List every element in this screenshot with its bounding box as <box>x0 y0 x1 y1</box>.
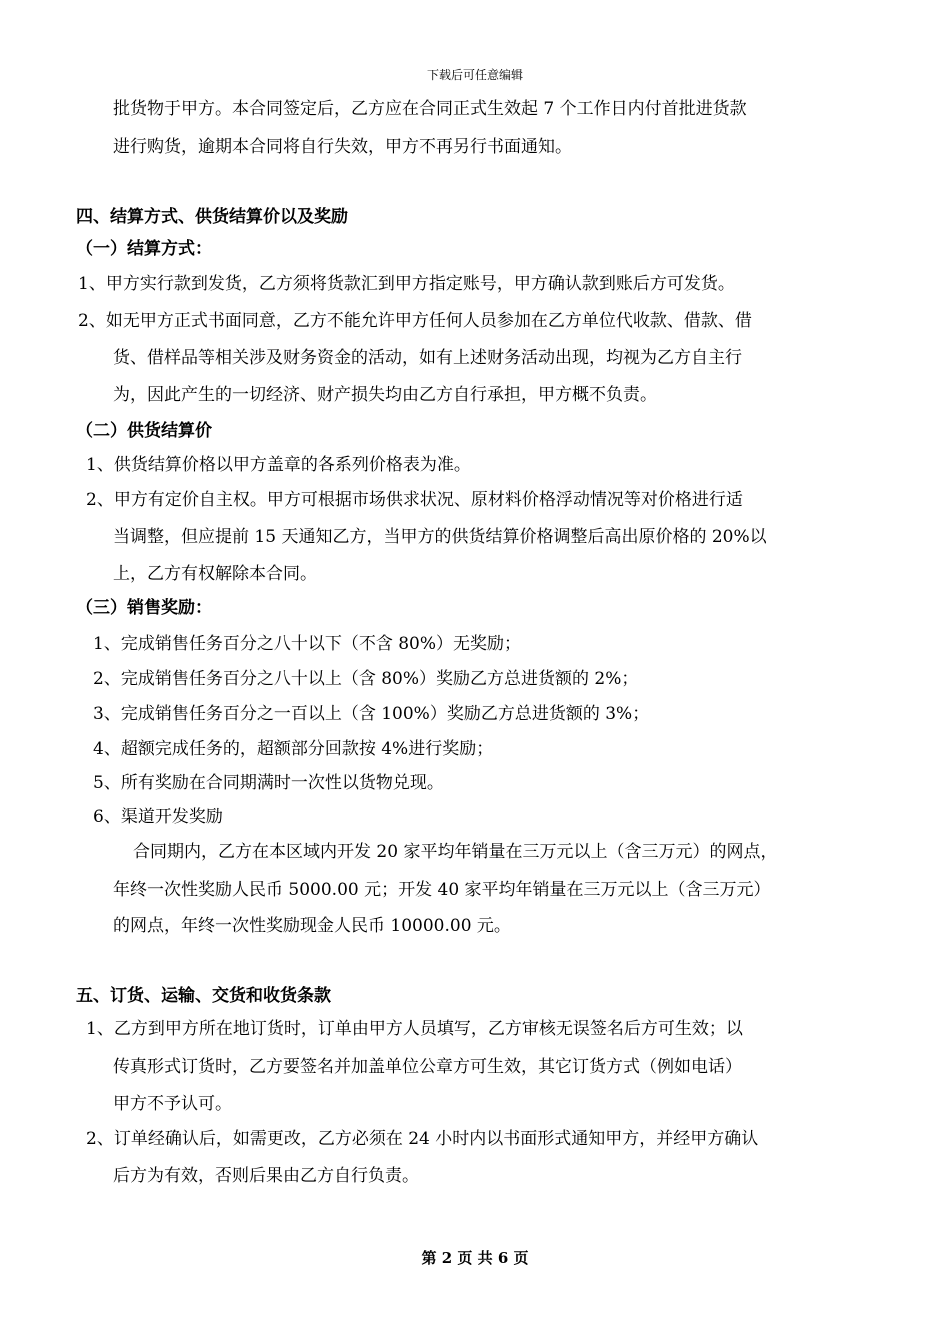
clause-item: 2、完成销售任务百分之八十以上（含 80%）奖励乙方总进货额的 2%； <box>93 669 639 689</box>
clause-item-continued: 上，乙方有权解除本合同。 <box>113 564 317 584</box>
clause-item-continued: 传真形式订货时，乙方要签名并加盖单位公章方可生效，其它订货方式（例如电话） <box>113 1057 742 1077</box>
clause-item: 1、乙方到甲方所在地订货时，订单由甲方人员填写，乙方审核无误签名后方可生效；以 <box>86 1019 743 1039</box>
reward-paragraph-line: 年终一次性奖励人民币 5000.00 元；开发 40 家平均年销量在三万元以上（含三万元） <box>113 880 771 900</box>
subsection-pricing-title: （二）供货结算价 <box>76 421 212 441</box>
clause-item-continued: 甲方不予认可。 <box>113 1094 232 1114</box>
clause-item-continued: 后方为有效，否则后果由乙方自行负责。 <box>113 1166 419 1186</box>
intro-line: 批货物于甲方。本合同签定后，乙方应在合同正式生效起 7 个工作日内付首批进货款 <box>113 99 747 119</box>
section-4-title: 四、结算方式、供货结算价以及奖励 <box>76 207 348 227</box>
clause-item-continued: 货、借样品等相关涉及财务资金的活动，如有上述财务活动出现，均视为乙方自主行 <box>113 348 742 368</box>
clause-item: 1、甲方实行款到发货，乙方须将货款汇到甲方指定账号，甲方确认款到账后方可发货。 <box>78 274 735 294</box>
clause-item-continued: 为，因此产生的一切经济、财产损失均由乙方自行承担，甲方概不负责。 <box>113 385 657 405</box>
reward-paragraph-line: 合同期内，乙方在本区域内开发 20 家平均年销量在三万元以上（含三万元）的网点， <box>133 842 778 862</box>
clause-item: 2、如无甲方正式书面同意，乙方不能允许甲方任何人员参加在乙方单位代收款、借款、借 <box>78 311 752 331</box>
subsection-reward-title: （三）销售奖励： <box>76 598 212 618</box>
clause-item: 2、订单经确认后，如需更改，乙方必须在 24 小时内以书面形式通知甲方，并经甲方确认 <box>86 1129 759 1149</box>
clause-item: 3、完成销售任务百分之一百以上（含 100%）奖励乙方总进货额的 3%； <box>93 704 650 724</box>
clause-item-continued: 当调整，但应提前 15 天通知乙方，当甲方的供货结算价格调整后高出原价格的 20%以 <box>113 527 767 547</box>
clause-item: 1、完成销售任务百分之八十以下（不含 80%）无奖励； <box>93 634 522 654</box>
subsection-settlement-title: （一）结算方式： <box>76 239 212 259</box>
section-5-title: 五、订货、运输、交货和收货条款 <box>76 986 331 1006</box>
clause-item: 6、渠道开发奖励 <box>93 807 223 827</box>
clause-item: 4、超额完成任务的，超额部分回款按 4%进行奖励； <box>93 739 494 759</box>
clause-item: 5、所有奖励在合同期满时一次性以货物兑现。 <box>93 773 444 793</box>
page-number: 第 2 页 共 6 页 <box>421 1249 529 1267</box>
clause-item: 2、甲方有定价自主权。甲方可根据市场供求状况、原材料价格浮动情况等对价格进行适 <box>86 490 743 510</box>
page-header: 下载后可任意编辑 <box>426 68 523 82</box>
clause-item: 1、供货结算价格以甲方盖章的各系列价格表为准。 <box>86 455 471 475</box>
reward-paragraph-line: 的网点，年终一次性奖励现金人民币 10000.00 元。 <box>113 916 511 936</box>
intro-line: 进行购货，逾期本合同将自行失效，甲方不再另行书面通知。 <box>113 137 572 157</box>
